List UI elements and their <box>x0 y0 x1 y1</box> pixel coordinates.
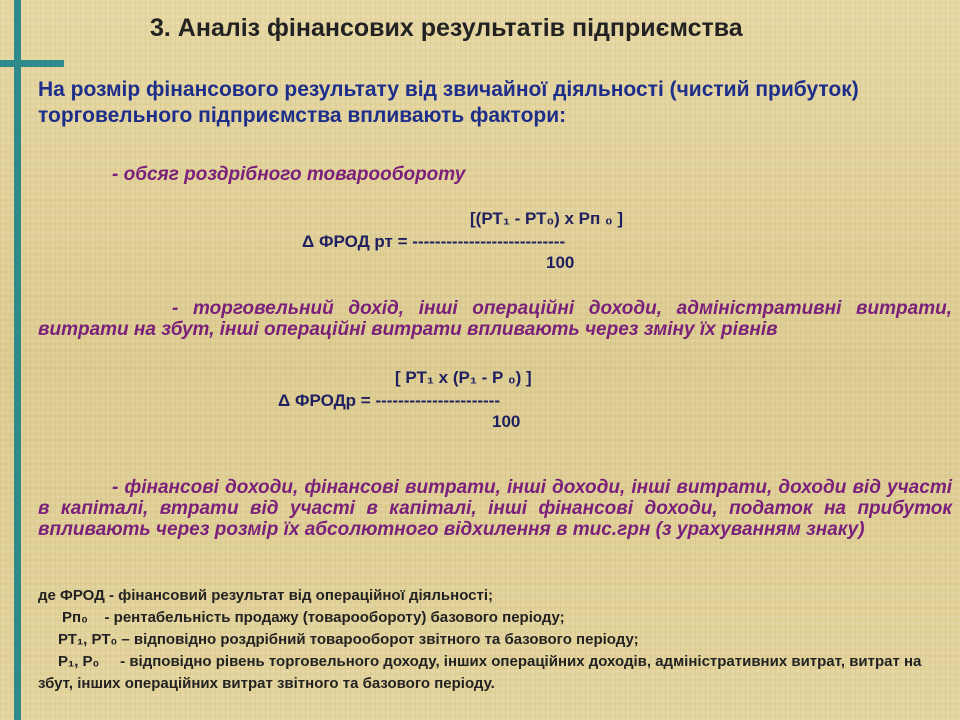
formula1-denominator: 100 <box>546 253 575 272</box>
formula2-numerator: [ РТ₁ х (Р₁ - Р ₀) ] <box>395 368 532 387</box>
intro-text: На розмір фінансового результату від звичайної діяльності (чистий прибуток) торговельного підприємства впливають фактори: <box>38 78 859 127</box>
formula1-fraction-bar: --------------------------- <box>412 232 566 251</box>
vertical-accent-bar <box>14 0 21 720</box>
horizontal-accent-bar <box>0 60 64 67</box>
formula1-equation <box>302 232 565 252</box>
formula2-lhs: Δ ФРОДр = <box>278 391 371 410</box>
definition-p <box>38 651 943 695</box>
factor-operating-income: - торговельний дохід, інші операційні доходи, адміністративні витрати, витрати на збут, інші операційні витрати впливають через зміну їх рівнів <box>38 298 952 340</box>
formula1-lhs: Δ ФРОД рт = <box>302 232 408 251</box>
definition-p-symbol: Р₁, Р₀ <box>58 653 100 670</box>
formula2-denominator: 100 <box>492 412 521 431</box>
definition-frod: де ФРОД - фінансовий результат від операційної діяльності; <box>38 587 494 604</box>
definition-rt <box>38 629 943 651</box>
formula2-equation <box>278 391 500 411</box>
definition-rt-symbol: РТ₁, РТ₀ <box>58 631 118 648</box>
formula2-fraction-bar: ---------------------- <box>375 391 500 410</box>
definition-rp0-symbol: Рп₀ <box>62 609 88 626</box>
factor-financial-items: - фінансові доходи, фінансові витрати, інші доходи, інші витрати, доходи від участі в капіталі, втрати від участі в капіталі, інші фінансові доходи, податок на прибуток впливають через розмір їх абсолютного відхилення в тис.грн (з урахуванням знаку) <box>38 477 952 540</box>
definition-rt-text: – відповідно роздрібний товарооборот звітного та базового періоду; <box>121 631 639 648</box>
slide-title: 3. Аналіз фінансових результатів підприємства <box>150 14 743 42</box>
formula1-numerator: [(РТ₁ - РТ₀) х Рп ₀ ] <box>470 209 624 228</box>
definition-rp0-text: - рентабельність продажу (товарообороту) базового періоду; <box>104 609 565 626</box>
factor-retail-turnover: - обсяг роздрібного товарообороту <box>112 164 466 185</box>
definition-rp0 <box>38 607 943 629</box>
definitions-block <box>38 585 943 695</box>
definition-p-text: - відповідно рівень торговельного доходу, інших операційних доходів, адміністративних витрат, витрат на збут, інших операційних витрат звітного та базового періоду. <box>38 653 922 692</box>
